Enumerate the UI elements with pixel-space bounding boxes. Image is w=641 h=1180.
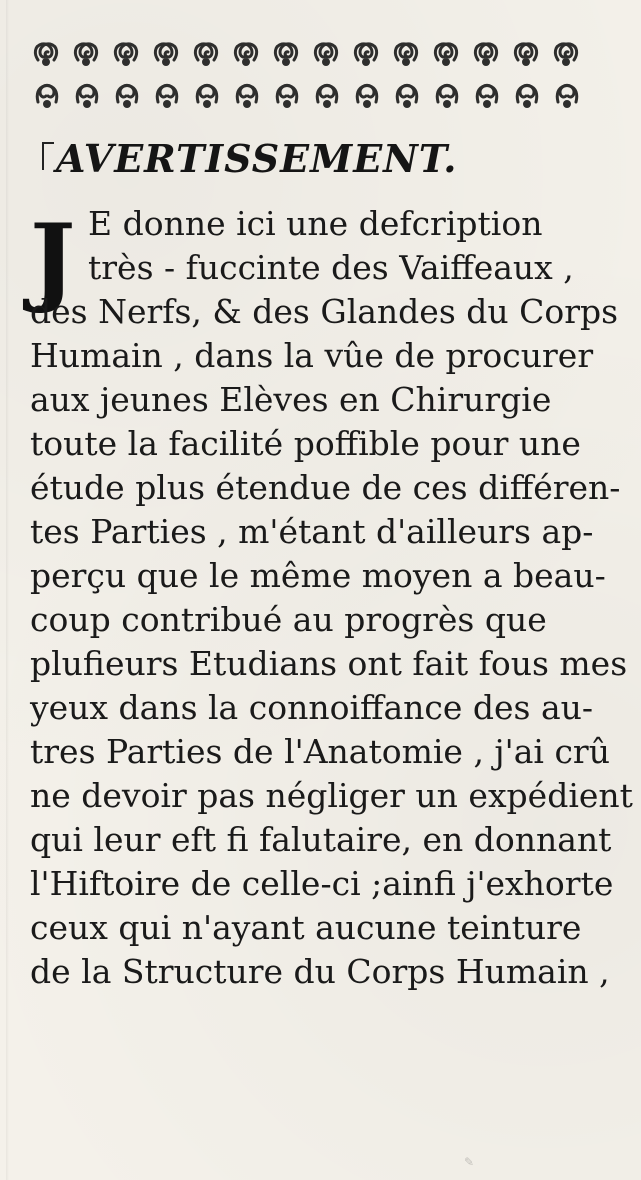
- text-line: l'Hiftoire de celle-ci ;ainfi j'exhorte: [30, 864, 614, 903]
- text-line: yeux dans la connoiffance des au-: [30, 688, 594, 727]
- text-line: Humain , dans la vûe de procurer: [30, 336, 594, 375]
- title-bracket: [42, 142, 54, 170]
- page-title: AVERTISSEMENT.: [56, 136, 458, 181]
- text-line: très - fuccinte des Vaiffeaux ,: [88, 248, 574, 287]
- text-line: toute la facilité poffible pour une: [30, 424, 581, 463]
- ornament-svg: [28, 34, 613, 122]
- text-line: étude plus étendue de ces différen-: [30, 468, 621, 507]
- text-line: tes Parties , m'étant d'ailleurs ap-: [30, 512, 594, 551]
- page-left-edge: [6, 0, 9, 1180]
- text-line: ne devoir pas négliger un expédient: [30, 776, 633, 815]
- text-line: de la Structure du Corps Humain ,: [30, 952, 610, 991]
- drop-cap: J: [30, 203, 76, 316]
- text-line: aux jeunes Elèves en Chirurgie: [30, 380, 552, 419]
- faint-mark-icon: ✎: [464, 1155, 475, 1169]
- text-line: coup contribué au progrès que: [30, 600, 547, 639]
- text-line: des Nerfs, & des Glandes du Corps: [30, 292, 619, 331]
- body-text: [30, 202, 633, 1102]
- text-line: perçu que le même moyen a beau-: [30, 556, 606, 595]
- text-line: E donne ici une defcription: [88, 204, 543, 243]
- ornament-band: [28, 34, 613, 122]
- section-title: [42, 134, 602, 182]
- text-line: tres Parties de l'Anatomie , j'ai crû: [30, 732, 610, 771]
- text-line: ceux qui n'ayant aucune teinture: [30, 908, 582, 947]
- text-line: plufieurs Etudians ont fait fous mes: [30, 644, 628, 683]
- text-line: qui leur eft fi falutaire, en donnant: [30, 820, 612, 859]
